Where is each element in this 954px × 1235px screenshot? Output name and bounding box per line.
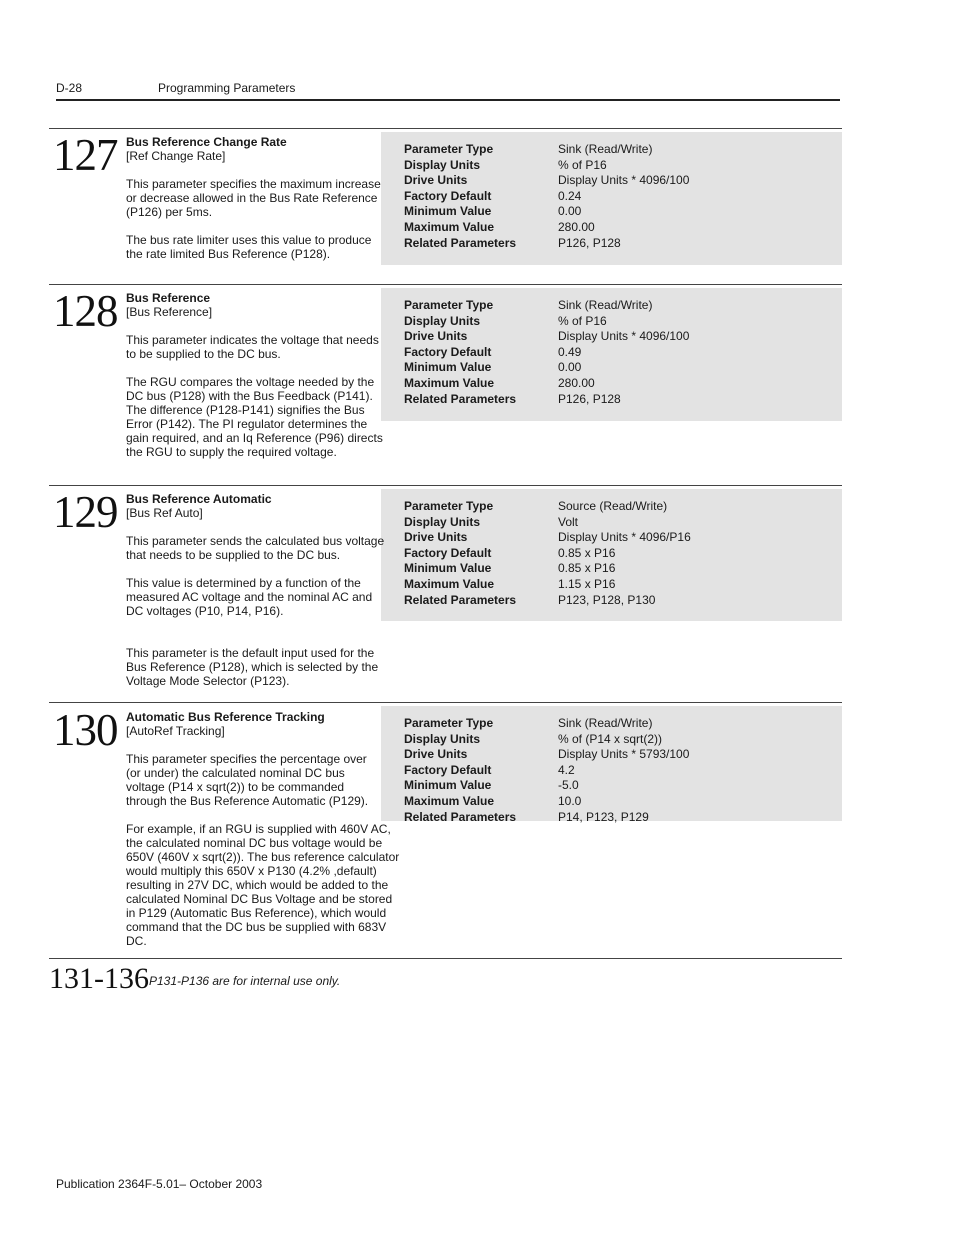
param-short-name: [Bus Ref Auto] bbox=[126, 506, 203, 520]
param-name: Bus Reference Automatic bbox=[126, 492, 272, 506]
param-short-name: [Ref Change Rate] bbox=[126, 149, 226, 163]
param-paragraph: This parameter sends the calculated bus voltage that needs to be supplied to the DC bus. bbox=[126, 534, 385, 562]
param-127-properties bbox=[381, 132, 842, 265]
prop-row: Parameter Type Sink (Read/Write) bbox=[404, 716, 653, 730]
param-paragraph: This parameter specifies the maximum increase or decrease allowed in the Bus Rate Reference (P126) per 5ms. bbox=[126, 177, 381, 219]
prop-row: Minimum Value 0.00 bbox=[404, 360, 582, 375]
param-short-name: [Bus Reference] bbox=[126, 305, 213, 319]
prop-row: Display Units % of (P14 x sqrt(2)) bbox=[404, 731, 663, 746]
prop-row: Related Parameters P126, P128 bbox=[404, 391, 621, 406]
prop-row: Maximum Value 280.00 bbox=[404, 219, 595, 234]
param-paragraph: This parameter indicates the voltage that needs to be supplied to the DC bus. bbox=[126, 333, 379, 361]
prop-row: Display Units % of P16 bbox=[404, 313, 607, 328]
prop-row: Maximum Value 10.0 bbox=[404, 793, 582, 808]
internal-use-note: P131-P136 are for internal use only. bbox=[149, 974, 341, 988]
section-divider bbox=[49, 485, 842, 486]
param-number: 130 bbox=[53, 705, 118, 755]
param-number: 129 bbox=[53, 487, 118, 537]
section-divider bbox=[49, 128, 842, 129]
prop-row: Display Units Volt bbox=[404, 514, 579, 529]
param-short-name: [AutoRef Tracking] bbox=[126, 724, 225, 738]
param-128-properties bbox=[381, 288, 842, 421]
prop-row: Factory Default 0.49 bbox=[404, 344, 582, 359]
param-number: 127 bbox=[53, 130, 118, 180]
header-rule bbox=[56, 99, 840, 101]
param-paragraph: The bus rate limiter uses this value to produce the rate limited Bus Reference (P128). bbox=[126, 233, 372, 261]
param-130-properties bbox=[381, 706, 842, 824]
prop-row: Minimum Value -5.0 bbox=[404, 778, 579, 793]
prop-row: Drive Units Display Units * 4096/P16 bbox=[404, 530, 691, 545]
param-paragraph: The RGU compares the voltage needed by the DC bus (P128) with the Bus Feedback (P141). The difference (P128-P141) signifies the Bus Error (P142). The PI regulator determines the gain required, and an Iq Reference (P96) directs the RGU to supply the required voltage. bbox=[126, 375, 383, 459]
prop-row: Maximum Value 1.15 x P16 bbox=[404, 576, 616, 591]
param-129-properties bbox=[381, 489, 842, 621]
prop-row: Parameter Type Source (Read/Write) bbox=[404, 499, 668, 513]
prop-row: Factory Default 0.85 x P16 bbox=[404, 545, 616, 560]
prop-row: Drive Units Display Units * 4096/100 bbox=[404, 173, 690, 188]
prop-row: Drive Units Display Units * 5793/100 bbox=[404, 747, 690, 762]
prop-row: Minimum Value 0.85 x P16 bbox=[404, 561, 616, 576]
param-128-description bbox=[126, 291, 388, 459]
prop-row: Minimum Value 0.00 bbox=[404, 204, 582, 219]
prop-row: Factory Default 4.2 bbox=[404, 762, 575, 777]
section-divider bbox=[49, 702, 842, 703]
param-paragraph: This parameter is the default input used for the Bus Reference (P128), which is selected by the Voltage Mode Selector (P123). bbox=[126, 646, 379, 688]
param-127-description bbox=[126, 135, 388, 261]
prop-row: Factory Default 0.24 bbox=[404, 188, 582, 203]
section-divider bbox=[49, 284, 842, 285]
publication-footer: Publication 2364F-5.01– October 2003 bbox=[56, 1177, 263, 1191]
prop-row: Related Parameters P126, P128 bbox=[404, 235, 621, 250]
param-paragraph: This parameter specifies the percentage over (or under) the calculated nominal DC bus voltage (P14 x sqrt(2)) to be commanded through the Bus Reference Automatic (P129). bbox=[126, 752, 369, 808]
prop-row: Parameter Type Sink (Read/Write) bbox=[404, 142, 653, 156]
param-name: Bus Reference Change Rate bbox=[126, 135, 287, 149]
page-number: D-28 bbox=[56, 81, 83, 95]
param-name: Bus Reference bbox=[126, 291, 211, 305]
prop-row: Maximum Value 280.00 bbox=[404, 375, 595, 390]
prop-row: Parameter Type Sink (Read/Write) bbox=[404, 298, 653, 312]
section-divider bbox=[49, 958, 842, 959]
prop-row: Related Parameters P123, P128, P130 bbox=[404, 592, 656, 607]
param-129-description bbox=[126, 492, 388, 688]
prop-row: Drive Units Display Units * 4096/100 bbox=[404, 329, 690, 344]
section-title: Programming Parameters bbox=[158, 81, 296, 95]
param-name: Automatic Bus Reference Tracking bbox=[126, 710, 325, 724]
prop-row: Display Units % of P16 bbox=[404, 157, 607, 172]
param-number: 128 bbox=[53, 286, 118, 336]
prop-row: Related Parameters P14, P123, P129 bbox=[404, 809, 649, 824]
param-paragraph: For example, if an RGU is supplied with 460V AC, the calculated nominal DC bus voltage would be 650V (460V x sqrt(2)). The bus reference calculator would multiply this 650V x P130 (4.2% ,default) resulting in 27V DC, which would be added to the calculated Nominal DC Bus Voltage and be stored in P129 (Automatic Bus Reference), which would command that the DC bus be supplied with 683V DC. bbox=[126, 822, 400, 948]
param-130-description bbox=[126, 710, 400, 948]
param-paragraph: This value is determined by a function of the measured AC voltage and the nominal AC and DC voltages (P10, P14, P16). bbox=[126, 576, 373, 618]
param-range-number: 131-136 bbox=[49, 962, 149, 995]
